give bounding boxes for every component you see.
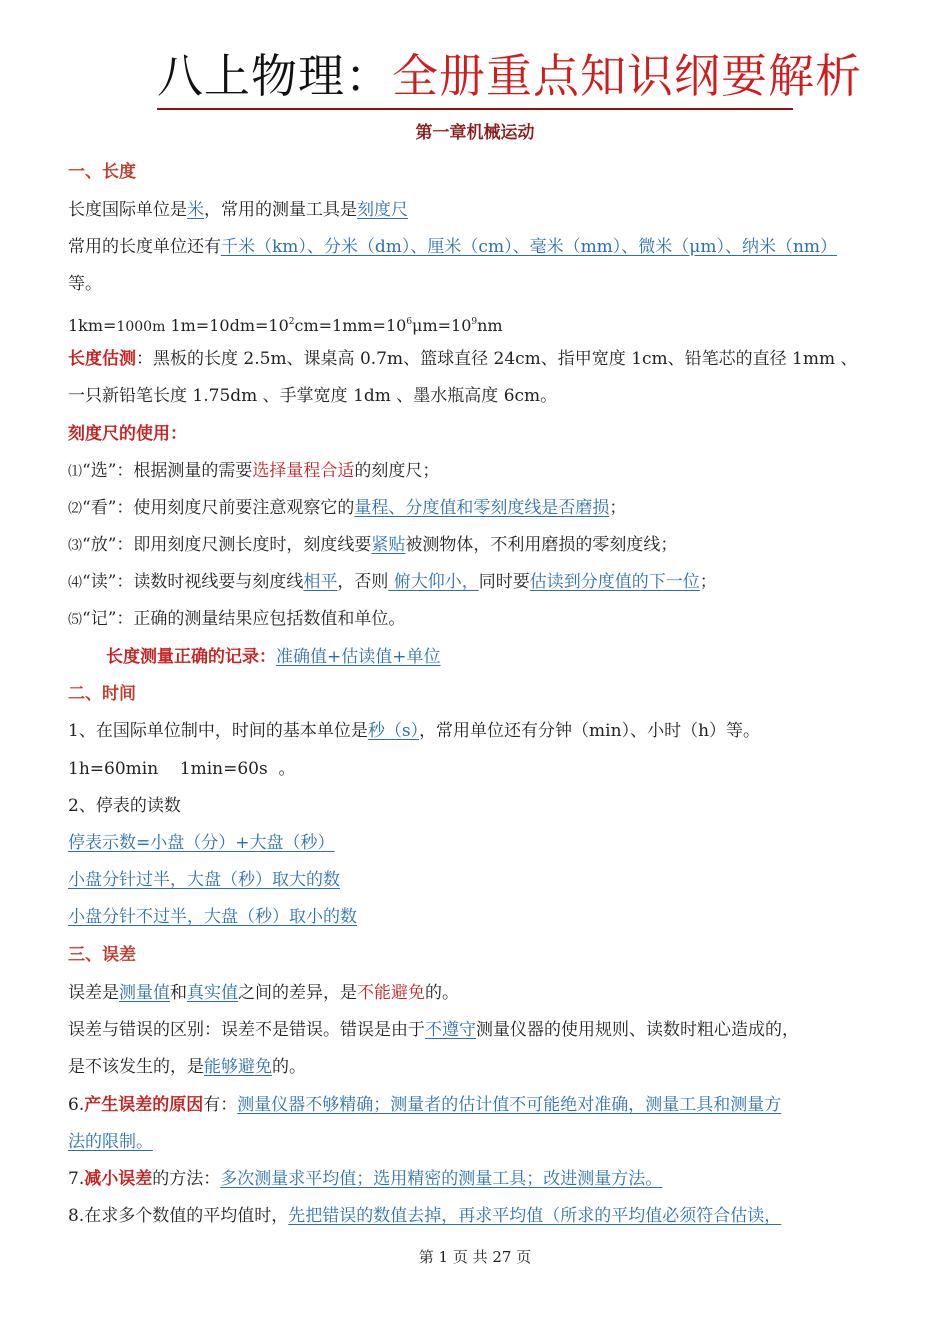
answer: 准确值+估读值+单位: [276, 647, 441, 667]
stopwatch-rule-1: 停表示数=小盘（分）+大盘（秒）: [68, 833, 335, 853]
document-title: [157, 44, 862, 110]
text: 误差是: [68, 983, 119, 1003]
time-conversion: 1h=60min 1min=60s 。: [68, 759, 296, 779]
error-cause: [68, 1092, 781, 1118]
error-vs-mistake: [68, 1017, 799, 1043]
error-definition: [68, 980, 459, 1006]
text: 之间的差异，是: [238, 983, 357, 1003]
error-cause-2: 法的限制。: [68, 1132, 153, 1152]
ruler-step-4: [68, 569, 717, 596]
answer: 能够避免: [204, 1057, 272, 1077]
ruler-step-2: [68, 495, 626, 522]
num: ⑴: [68, 464, 82, 480]
text: ；: [699, 572, 717, 592]
text: 1km=: [68, 316, 117, 335]
text: “看”：使用刻度尺前要注意观察它的: [82, 498, 355, 518]
stopwatch-rule-3: 小盘分针不过半，大盘（秒）取小的数: [68, 907, 357, 927]
num: ⑵: [68, 501, 82, 517]
label: 减小误差: [84, 1169, 153, 1189]
text: ，否则: [337, 572, 389, 592]
ruler-step-3: [68, 532, 677, 559]
answer: 不遵守: [425, 1020, 476, 1040]
text: 的。: [272, 1057, 306, 1077]
answer: 测量仪器不够精确；测量者的估计值不可能绝对准确，测量工具和测量方: [237, 1095, 782, 1115]
text: ；: [609, 498, 627, 518]
text: 1、在国际单位制中，时间的基本单位是: [68, 721, 368, 741]
answer: 估读到分度值的下一位: [529, 572, 700, 592]
text: 同时要: [478, 572, 530, 592]
length-estimate-line: [68, 346, 858, 372]
text: ：黑板的长度 2.5m、课桌高 0.7m、篮球直径 24cm、指甲宽度 1cm、铅笔芯的直径 1mm 、: [136, 349, 858, 369]
exponent: 2: [288, 317, 295, 327]
answer: 多次测量求平均值；选用精密的测量工具；改进测量方法。: [220, 1169, 663, 1189]
answer: 先把错误的数值去掉，再求平均值（所求的平均值必须符合估读，: [288, 1206, 782, 1226]
unit-conversion-formula: [68, 309, 503, 340]
label: 产生误差的原因: [84, 1095, 204, 1115]
answer: 真实值: [187, 983, 238, 1003]
answer: 千米（km）、分米（dm）、厘米（cm）、毫米（mm）、微米（μm）、纳米（nm）: [221, 237, 838, 257]
text: 的刻度尺；: [354, 461, 440, 481]
title-prefix: 八上物理：: [157, 49, 392, 103]
length-estimate-line2: 一只新铅笔长度 1.75dm 、手掌宽度 1dm 、墨水瓶高度 6cm。: [68, 386, 558, 406]
error-vs-mistake-2: [68, 1054, 306, 1080]
answer: 紧贴: [371, 535, 406, 555]
text: ，常用的测量工具是: [204, 200, 357, 220]
length-record-line: [106, 644, 441, 670]
answer: 米: [187, 200, 204, 220]
label: 长度测量正确的记录：: [106, 647, 276, 667]
answer: 秒（s）: [367, 721, 420, 741]
section-heading-length: 一、长度: [68, 162, 136, 182]
text: 6.: [68, 1095, 85, 1115]
text: “放”：即用刻度尺测长度时，刻度线要: [82, 535, 372, 555]
text: ，常用单位还有分钟（min）、小时（h）等。: [419, 721, 761, 741]
chapter-title: 第一章机械运动: [415, 123, 535, 143]
text: μm=10: [412, 316, 472, 335]
text: 的。: [425, 983, 459, 1003]
title-main: 全册重点知识纲要解析: [392, 49, 862, 103]
text: 有：: [203, 1095, 238, 1115]
label: 长度估测: [68, 349, 136, 369]
exponent: 6: [406, 317, 413, 327]
stopwatch-rule-2: 小盘分针过半，大盘（秒）取大的数: [68, 870, 340, 890]
text: 的方法：: [152, 1169, 221, 1189]
text: “记”：正确的测量结果应包括数值和单位。: [82, 609, 406, 629]
text: 和: [170, 983, 187, 1003]
answer: 刻度尺: [357, 200, 408, 220]
num: ⑸: [68, 612, 82, 628]
answer: 相平: [303, 572, 338, 592]
text: “选”：根据测量的需要: [82, 461, 253, 481]
text: nm: [477, 316, 503, 335]
answer: 俯大仰小，: [388, 572, 479, 592]
section-heading-error: 三、误差: [68, 945, 136, 965]
length-units-end: 等。: [68, 274, 102, 294]
text: 被测物体，不利用磨损的零刻度线；: [405, 535, 678, 555]
error-reduce: [68, 1166, 662, 1192]
text: 常用的长度单位还有: [68, 237, 221, 257]
time-unit-line: [68, 718, 760, 744]
text: 测量仪器的使用规则、读数时粗心造成的，: [476, 1020, 799, 1040]
page-footer: 第 1 页 共 27 页: [418, 1248, 532, 1266]
stopwatch-heading: 2、停表的读数: [68, 796, 181, 816]
text: 长度国际单位是: [68, 200, 187, 220]
text: 8.在求多个数值的平均值时，: [68, 1206, 289, 1226]
length-unit-line: [68, 197, 408, 223]
text: 是不该发生的，是: [68, 1057, 204, 1077]
key: 不能避免: [357, 983, 425, 1003]
text: 1m=10dm=10: [170, 316, 289, 335]
text: cm=1mm=10: [294, 316, 407, 335]
text: 误差与错误的区别：误差不是错误。错误是由于: [68, 1020, 425, 1040]
text: “读”：读数时视线要与刻度线: [82, 572, 304, 592]
answer: 测量值: [119, 983, 170, 1003]
num: ⑷: [68, 575, 82, 591]
text: 1000m: [116, 319, 166, 335]
exponent: 9: [471, 317, 478, 327]
length-units-line: [68, 234, 837, 260]
num: ⑶: [68, 538, 82, 554]
ruler-step-5: [68, 606, 405, 633]
text: 7.: [68, 1169, 85, 1189]
key: 选择量程合适: [252, 461, 355, 481]
section-heading-time: 二、时间: [68, 684, 136, 704]
average-rule: [68, 1203, 781, 1229]
answer: 量程、分度值和零刻度线是否磨损: [354, 498, 610, 518]
ruler-usage-heading: 刻度尺的使用：: [68, 424, 187, 444]
ruler-step-1: [68, 458, 439, 485]
